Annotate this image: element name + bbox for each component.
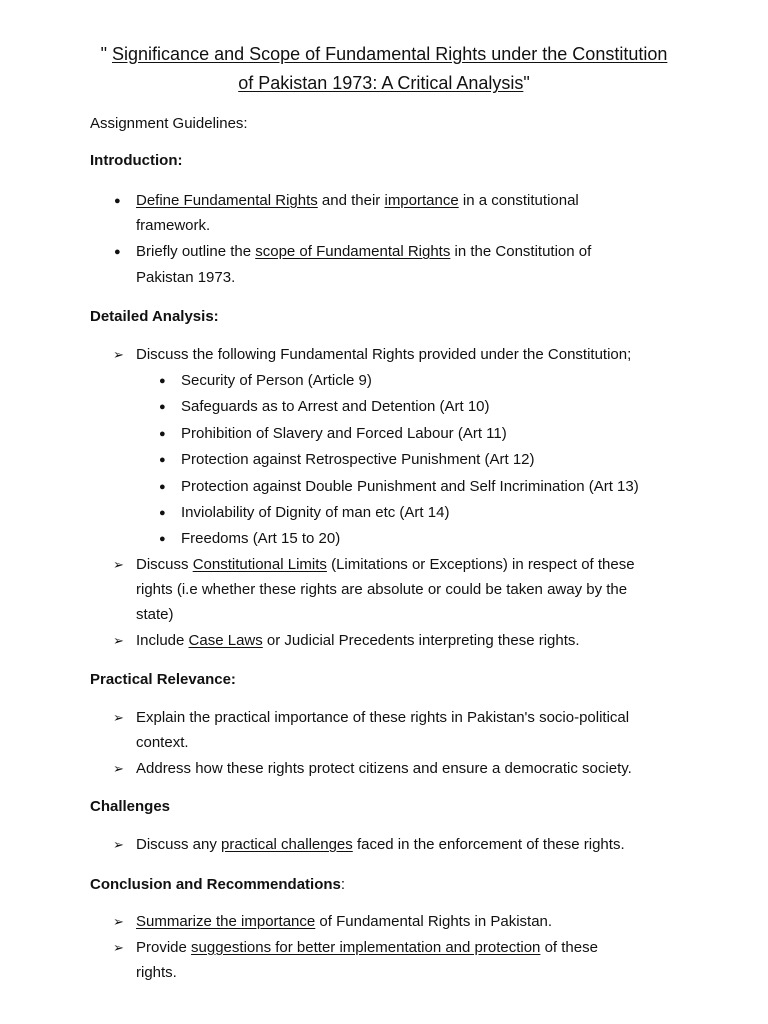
right-item: Freedoms (Art 15 to 20): [181, 530, 341, 547]
introduction-heading: Introduction:: [90, 152, 183, 169]
right-item: Prohibition of Slavery and Forced Labour (Art 11): [181, 425, 507, 442]
conclusion-item-2: Provide suggestions for better implementation and protection of these: [136, 939, 598, 956]
right-item: Safeguards as to Arrest and Detention (Art 10): [181, 398, 490, 415]
arrow-bullet-icon: ➢: [113, 633, 124, 648]
bullet-icon: ●: [114, 195, 121, 207]
arrow-bullet-icon: ➢: [113, 710, 124, 725]
arrow-bullet-icon: ➢: [113, 557, 124, 572]
title-open-quote: ": [100, 44, 113, 64]
arrow-bullet-icon: ➢: [113, 837, 124, 852]
bullet-icon: ●: [159, 533, 166, 545]
bullet-icon: ●: [159, 401, 166, 413]
practical-item-1: Explain the practical importance of these rights in Pakistan's socio-political: [136, 709, 630, 726]
conclusion-heading: Conclusion and Recommendations:: [90, 876, 346, 893]
bullet-icon: ●: [159, 481, 166, 493]
bullet-icon: ●: [159, 375, 166, 387]
intro-bullet-2: Briefly outline the scope of Fundamental Rights in the Constitution of: [136, 243, 592, 260]
title-line2: of Pakistan 1973: A Critical Analysis: [238, 73, 524, 93]
challenges-item-1: Discuss any practical challenges faced in the enforcement of these rights.: [136, 836, 625, 853]
right-item: Inviolability of Dignity of man etc (Art 14): [181, 504, 450, 521]
bullet-icon: ●: [114, 246, 121, 258]
bullet-icon: ●: [159, 454, 166, 466]
practical-heading: Practical Relevance:: [90, 671, 236, 688]
bullet-icon: ●: [159, 428, 166, 440]
detailed-item-2: Discuss Constitutional Limits (Limitations or Exceptions) in respect of these: [136, 556, 635, 573]
guidelines-label: Assignment Guidelines:: [90, 115, 248, 132]
practical-item-2: Address how these rights protect citizens and ensure a democratic society.: [136, 760, 632, 777]
arrow-bullet-icon: ➢: [113, 914, 124, 929]
detailed-item-1: Discuss the following Fundamental Rights provided under the Constitution;: [136, 346, 632, 363]
title-line1: Significance and Scope of Fundamental Rights under the Constitution: [112, 44, 668, 64]
conclusion-item-2-cont: rights.: [136, 964, 177, 981]
practical-item-1-cont: context.: [136, 734, 189, 751]
bullet-icon: ●: [159, 507, 166, 519]
challenges-heading: Challenges: [90, 798, 171, 815]
detailed-item-3: Include Case Laws or Judicial Precedents interpreting these rights.: [136, 632, 580, 649]
intro-bullet-2-cont: Pakistan 1973.: [136, 269, 236, 286]
right-item: Security of Person (Article 9): [181, 372, 372, 389]
detailed-item-2-cont: rights (i.e whether these rights are absolute or could be taken away by the: [136, 581, 628, 598]
title-close-quote: ": [523, 73, 530, 93]
intro-bullet-1-cont: framework.: [136, 217, 211, 234]
conclusion-item-1: Summarize the importance of Fundamental Rights in Pakistan.: [136, 913, 553, 930]
right-item: Protection against Retrospective Punishment (Art 12): [181, 451, 535, 468]
arrow-bullet-icon: ➢: [113, 761, 124, 776]
detailed-item-2-cont2: state): [136, 606, 174, 623]
document-title: [0, 40, 768, 98]
intro-bullet-1: Define Fundamental Rights and their importance in a constitutional: [136, 192, 579, 209]
detailed-heading: Detailed Analysis:: [90, 308, 219, 325]
right-item: Protection against Double Punishment and Self Incrimination (Art 13): [181, 478, 639, 495]
arrow-bullet-icon: ➢: [113, 940, 124, 955]
arrow-bullet-icon: ➢: [113, 347, 124, 362]
